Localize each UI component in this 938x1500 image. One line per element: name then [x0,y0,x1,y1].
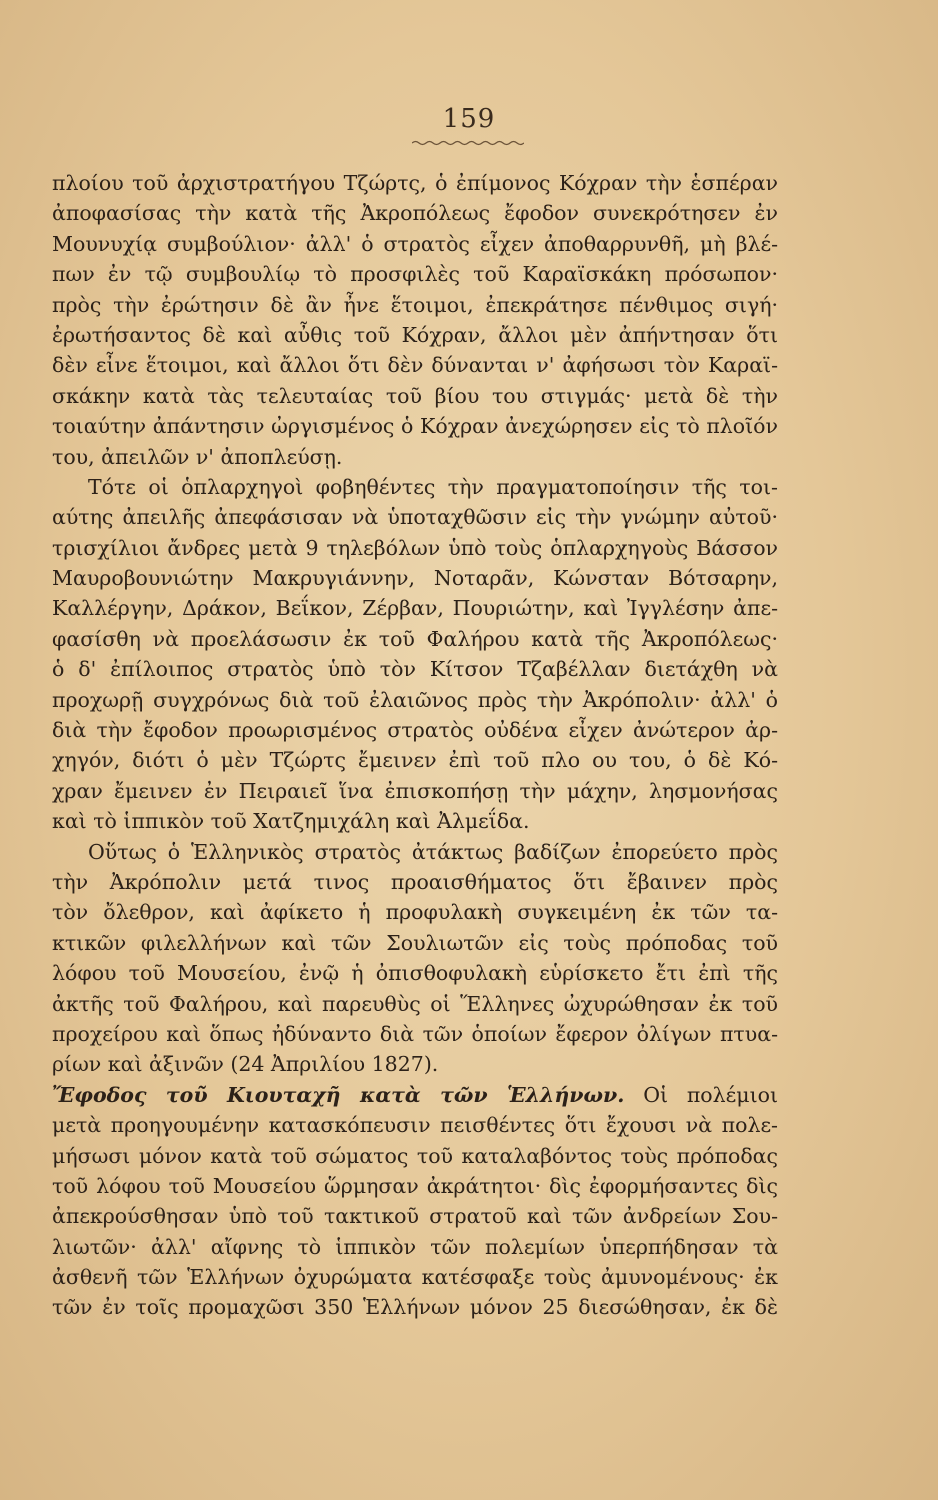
body-text [52,168,778,1323]
text-line: του, ἀπειλῶν ν' ἀποπλεύσῃ. [52,444,343,469]
text-line: λόφου τοῦ Μουσείου, ἐνῷ ἡ ὀπισθοφυλακὴ εὑρίσκετο ἔτι ἐπὶ τῆς [52,961,778,986]
text-line: λιωτῶν· ἀλλ' αἴφνης τὸ ἱππικὸν τῶν πολεμίων ὑπερπήδησαν τὰ [52,1234,778,1259]
text-line: χηγόν, διότι ὁ μὲν Τζώρτς ἔμεινεν ἐπὶ τοῦ πλο ου του, ὁ δὲ Κό- [52,748,778,773]
text-line: Καλλέργην, Δράκον, Βεΐκον, Ζέρβαν, Πουριώτην, καὶ Ἰγγλέσην ἀπε- [52,596,778,621]
text-line: ἀπεκρούσθησαν ὑπὸ τοῦ τακτικοῦ στρατοῦ καὶ τῶν ἀνδρείων Σου- [52,1204,778,1229]
text-line: Οὕτως ὁ Ἑλληνικὸς στρατὸς ἀτάκτως βαδίζων ἐπορεύετο πρὸς [88,839,778,864]
wavy-ornament-icon [412,140,524,146]
text-line: χραν ἔμεινεν ἐν Πειραιεῖ ἵνα ἐπισκοπήσῃ τὴν μάχην, λησμονήσας [52,778,778,803]
text-line: τοῦ λόφου τοῦ Μουσείου ὥρμησαν ἀκράτητοι· δὶς ἐφορμήσαντες δὶς [52,1173,778,1198]
text-line: ἐρωτήσαντος δὲ καὶ αὖθις τοῦ Κόχραν, ἄλλοι μὲν ἀπήντησαν ὅτι [52,322,778,347]
text-line: Τότε οἱ ὁπλαρχηγοὶ φοβηθέντες τὴν πραγματοποίησιν τῆς τοι- [88,474,778,499]
text-line: πων ἐν τῷ συμβουλίῳ τὸ προσφιλὲς τοῦ Καραϊσκάκη πρόσωπον· [52,262,778,287]
text-line: κτικῶν φιλελλήνων καὶ τῶν Σουλιωτῶν εἰς τοὺς πρόποδας τοῦ [52,930,778,955]
text-line: ἀσθενῆ τῶν Ἑλλήνων ὀχυρώματα κατέσφαξε τοὺς ἀμυνομένους· ἐκ [52,1265,778,1290]
text-line: φασίσθη νὰ προελάσωσιν ἐκ τοῦ Φαλήρου κατὰ τῆς Ἀκροπόλεως· [52,626,778,651]
text-line: μήσωσι μόνον κατὰ τοῦ σώματος τοῦ καταλαβόντος τοὺς πρόποδας [52,1143,778,1168]
page-number: 159 [442,104,496,134]
text-line: τοιαύτην ἀπάντησιν ὠργισμένος ὁ Κόχραν ἀνεχώρησεν εἰς τὸ πλοῖόν [52,414,778,439]
text-line: δὲν εἶνε ἕτοιμοι, καὶ ἄλλοι ὅτι δὲν δύνανται ν' ἀφήσωσι τὸν Καραϊ- [52,353,778,378]
text-line: προχείρου καὶ ὅπως ἠδύναντο διὰ τῶν ὁποίων ἔφερον ὀλίγων πτυα- [52,1021,778,1046]
text-line: τὸν ὄλεθρον, καὶ ἀφίκετο ἡ προφυλακὴ συγκειμένη ἐκ τῶν τα- [52,900,778,925]
text-line: ἀποφασίσας τὴν κατὰ τῆς Ἀκροπόλεως ἔφοδον συνεκρότησεν ἐν [52,201,778,226]
text-line: Μαυροβουνιώτην Μακρυγιάννην, Νοταρᾶν, Κώνσταν Βότσαρην, [52,566,778,591]
text-line: προχωρῇ συγχρόνως διὰ τοῦ ἐλαιῶνος πρὸς τὴν Ἀκρόπολιν· ἀλλ' ὁ [52,687,778,712]
text-line: αύτης ἀπειλῆς ἀπεφάσισαν νὰ ὑποταχθῶσιν εἰς τὴν γνώμην αὐτοῦ· [52,505,778,530]
section-heading: Ἔφοδος τοῦ Κιουταχῆ κατὰ τῶν Ἑλλήνων. [52,1082,625,1107]
text-line: μετὰ προηγουμένην κατασκόπευσιν πεισθέντες ὅτι ἔχουσι νὰ πολε- [52,1113,778,1138]
text-line: ἀκτῆς τοῦ Φαλήρου, καὶ παρευθὺς οἱ Ἕλληνες ὠχυρώθησαν ἐκ τοῦ [52,991,778,1016]
text-line: τῶν ἐν τοῖς προμαχῶσι 350 Ἑλλήνων μόνον 25 διεσώθησαν, ἐκ δὲ [52,1295,778,1320]
text-line: πρὸς τὴν ἐρώτησιν δὲ ἂν ἦνε ἕτοιμοι, ἐπεκράτησε πένθιμος σιγή· [52,292,778,317]
section-heading-line [52,1080,778,1110]
text-line: ρίων καὶ ἀξινῶν (24 Ἀπριλίου 1827). [52,1052,439,1077]
text-line: σκάκην κατὰ τὰς τελευταίας τοῦ βίου του στιγμάς· μετὰ δὲ τὴν [52,383,778,408]
text-line-fragment: Οἱ πολέμιοι [643,1082,778,1107]
text-line: πλοίου τοῦ ἀρχιστρατήγου Τζώρτς, ὁ ἐπίμονος Κόχραν τὴν ἑσπέραν [52,171,778,195]
text-line: διὰ τὴν ἔφοδον προωρισμένος στρατὸς οὐδένα εἶχεν ἀνώτερον ἀρ- [52,718,778,743]
text-line: καὶ τὸ ἱππικὸν τοῦ Χατζημιχάλη καὶ Ἀλμεΐδα. [52,809,530,834]
text-line: ὁ δ' ἐπίλοιπος στρατὸς ὑπὸ τὸν Κίτσον Τζαβέλλαν διετάχθη νὰ [52,657,778,682]
text-line: τρισχίλιοι ἄνδρες μετὰ 9 τηλεβόλων ὑπὸ τοὺς ὁπλαρχηγοὺς Βάσσον [52,535,778,560]
text-line: Μουνυχίᾳ συμβούλιον· ἀλλ' ὁ στρατὸς εἶχεν ἀποθαρρυνθῆ, μὴ βλέ- [52,231,778,256]
text-line: τὴν Ἀκρόπολιν μετά τινος προαισθήματος ὅτι ἔβαινεν πρὸς [52,869,778,894]
